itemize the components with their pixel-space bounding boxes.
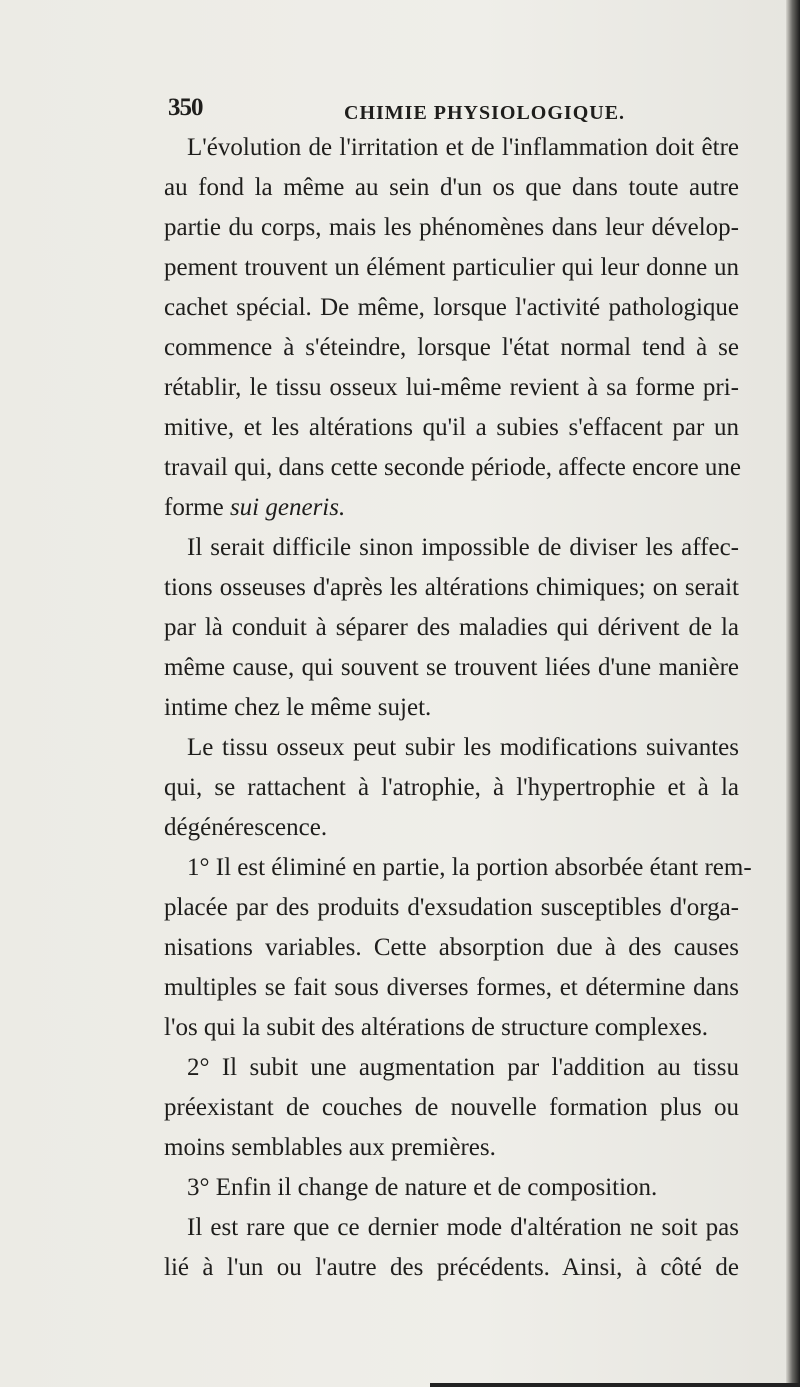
text-line-content: commence à s'éteindre, lorsque l'état normal tend à se	[164, 334, 739, 361]
page-number: 350	[168, 94, 203, 121]
text-line-content: au fond la même au sein d'un os que dans toute autre	[164, 174, 739, 201]
text-line	[164, 888, 739, 928]
italic-phrase: sui generis.	[229, 494, 346, 521]
text-line	[164, 128, 739, 168]
text-line-content: multiples se fait sous diverses formes, et détermine dans	[164, 974, 739, 1001]
text-line-content: Le tissu osseux peut subir les modifications suivantes	[187, 734, 739, 761]
page-edge-shadow	[786, 0, 800, 1387]
text-line	[164, 848, 752, 888]
text-line	[164, 248, 739, 288]
text-line	[164, 528, 739, 568]
text-line	[164, 928, 739, 968]
text-line-content: mitive, et les altérations qu'il a subies s'effacent par un	[164, 414, 739, 441]
text-line	[164, 208, 739, 248]
bottom-rule	[430, 1383, 800, 1387]
text-line-content: préexistant de couches de nouvelle formation plus ou	[164, 1094, 739, 1121]
text-line-content: même cause, qui souvent se trouvent liées d'une manière	[164, 654, 739, 681]
text-line	[164, 168, 739, 208]
text-line	[164, 648, 739, 688]
text-line	[164, 1208, 739, 1248]
text-line	[164, 448, 742, 488]
text-line	[164, 368, 739, 408]
text-line-content: 2° Il subit une augmentation par l'addition au tissu	[187, 1054, 739, 1081]
text-line	[164, 1128, 739, 1168]
text-line	[164, 488, 739, 528]
text-line-content: Il serait difficile sinon impossible de diviser les affec-	[187, 534, 739, 561]
text-line-content: placée par des produits d'exsudation susceptibles d'orga-	[164, 894, 739, 921]
text-line	[164, 1088, 739, 1128]
text-line-content: cachet spécial. De même, lorsque l'activité pathologique	[164, 294, 739, 321]
text-line	[164, 1168, 739, 1208]
text-line-content: lié à l'un ou l'autre des précédents. Ainsi, à côté de	[164, 1254, 739, 1281]
text-line	[164, 808, 739, 848]
text-line	[164, 968, 739, 1008]
running-title: CHIMIE PHYSIOLOGIQUE.	[344, 102, 626, 124]
text-line	[164, 568, 739, 608]
text-line-content: Il est rare que ce dernier mode d'altération ne soit pas	[187, 1214, 739, 1241]
text-line	[164, 328, 739, 368]
text-line-content: intime chez le même sujet.	[164, 694, 432, 721]
text-line	[164, 1008, 739, 1048]
text-line	[164, 1248, 739, 1288]
text-line-content: rétablir, le tissu osseux lui-même revient à sa forme pri-	[164, 374, 739, 401]
text-line-content: partie du corps, mais les phénomènes dans leur dévelop-	[164, 214, 739, 241]
text-line-content: pement trouvent un élément particulier qui leur donne un	[164, 254, 739, 281]
text-line	[164, 408, 739, 448]
text-line-content: travail qui, dans cette seconde période, affecte encore une	[164, 454, 742, 481]
text-line-content: 3° Enfin il change de nature et de composition.	[187, 1174, 658, 1201]
page-header	[168, 92, 648, 132]
text-line-content: 1° Il est éliminé en partie, la portion absorbée étant rem-	[187, 854, 752, 881]
text-line-content: par là conduit à séparer des maladies qui dérivent de la	[164, 614, 739, 641]
text-line	[164, 728, 739, 768]
text-line	[164, 768, 739, 808]
text-line-content: L'évolution de l'irritation et de l'inflammation doit être	[187, 134, 739, 161]
text-line-content: forme	[164, 494, 230, 521]
text-line	[164, 608, 739, 648]
text-line-content: moins semblables aux premières.	[164, 1134, 496, 1161]
text-line-content: l'os qui la subit des altérations de structure complexes.	[164, 1014, 708, 1041]
text-line	[164, 688, 739, 728]
text-line-content: qui, se rattachent à l'atrophie, à l'hypertrophie et à la	[164, 774, 739, 801]
text-line	[164, 1048, 739, 1088]
text-line	[164, 288, 739, 328]
text-line-content: nisations variables. Cette absorption due à des causes	[164, 934, 739, 961]
text-line-content: tions osseuses d'après les altérations chimiques; on serait	[164, 574, 739, 601]
text-line-content: dégénérescence.	[164, 814, 328, 841]
body-text	[164, 128, 752, 1288]
